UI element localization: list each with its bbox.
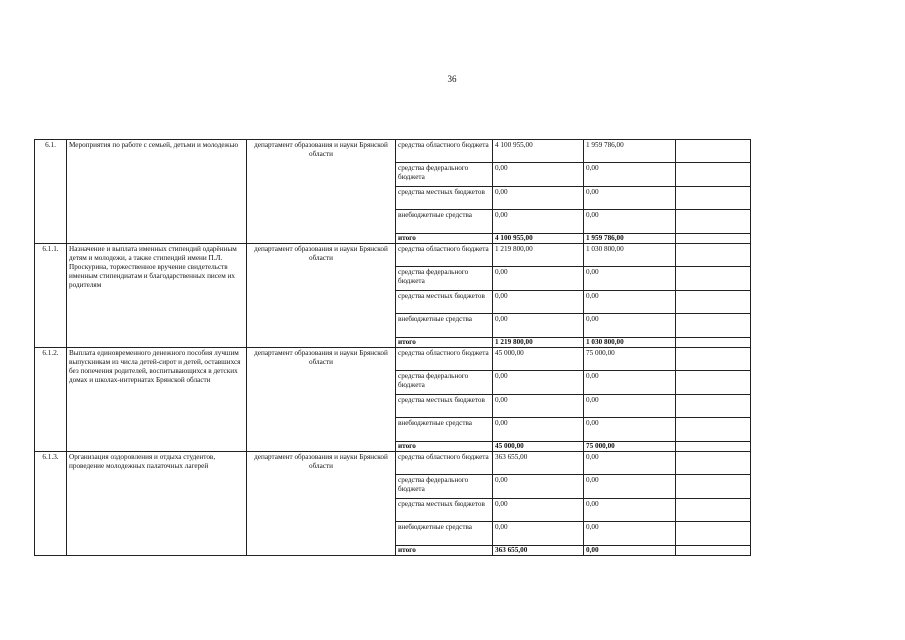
- amount-year-1: 0,00: [493, 395, 584, 418]
- amount-year-1: 0,00: [493, 314, 584, 338]
- amount-year-1: 363 655,00: [493, 452, 584, 475]
- empty-cell: [676, 418, 751, 442]
- funding-source-label: средства федерального бюджета: [396, 475, 493, 499]
- amount-year-2: 0,00: [584, 210, 676, 234]
- amount-year-2: 0,00: [584, 475, 676, 499]
- amount-year-1: 45 000,00: [493, 442, 584, 452]
- amount-year-1: 0,00: [493, 163, 584, 187]
- amount-year-2: 0,00: [584, 371, 676, 395]
- amount-year-2: 0,00: [584, 418, 676, 442]
- total-label: итого: [396, 546, 493, 556]
- amount-year-1: 4 100 955,00: [493, 234, 584, 244]
- funding-source-label: средства местных бюджетов: [396, 499, 493, 522]
- funding-source-label: средства федерального бюджета: [396, 267, 493, 291]
- row-number: 6.1.2.: [35, 348, 67, 452]
- responsible-department: департамент образования и науки Брянской области: [247, 348, 396, 452]
- empty-cell: [676, 348, 751, 371]
- table-row: [35, 452, 751, 475]
- amount-year-2: 0,00: [584, 452, 676, 475]
- amount-year-1: 0,00: [493, 267, 584, 291]
- amount-year-1: 0,00: [493, 418, 584, 442]
- empty-cell: [676, 244, 751, 267]
- amount-year-2: 0,00: [584, 546, 676, 556]
- amount-year-2: 1 030 800,00: [584, 338, 676, 348]
- empty-cell: [676, 452, 751, 475]
- amount-year-1: 1 219 800,00: [493, 338, 584, 348]
- row-number: 6.1.: [35, 140, 67, 244]
- empty-cell: [676, 442, 751, 452]
- funding-source-label: внебюджетные средства: [396, 522, 493, 546]
- empty-cell: [676, 546, 751, 556]
- amount-year-1: 0,00: [493, 522, 584, 546]
- amount-year-2: 0,00: [584, 267, 676, 291]
- funding-source-label: средства областного бюджета: [396, 140, 493, 163]
- funding-source-label: средства федерального бюджета: [396, 163, 493, 187]
- budget-table: [34, 139, 751, 556]
- total-label: итого: [396, 442, 493, 452]
- responsible-department: департамент образования и науки Брянской области: [247, 452, 396, 556]
- empty-cell: [676, 395, 751, 418]
- funding-source-label: средства областного бюджета: [396, 348, 493, 371]
- funding-source-label: средства местных бюджетов: [396, 395, 493, 418]
- responsible-department: департамент образования и науки Брянской области: [247, 244, 396, 348]
- funding-source-label: средства федерального бюджета: [396, 371, 493, 395]
- amount-year-2: 75 000,00: [584, 442, 676, 452]
- empty-cell: [676, 475, 751, 499]
- table-row: [35, 348, 751, 371]
- amount-year-2: 1 959 786,00: [584, 140, 676, 163]
- amount-year-2: 0,00: [584, 522, 676, 546]
- funding-source-label: внебюджетные средства: [396, 314, 493, 338]
- empty-cell: [676, 522, 751, 546]
- empty-cell: [676, 338, 751, 348]
- empty-cell: [676, 187, 751, 210]
- funding-source-label: средства областного бюджета: [396, 452, 493, 475]
- funding-source-label: средства местных бюджетов: [396, 291, 493, 314]
- amount-year-2: 0,00: [584, 163, 676, 187]
- amount-year-2: 0,00: [584, 314, 676, 338]
- amount-year-1: 0,00: [493, 291, 584, 314]
- funding-source-label: средства местных бюджетов: [396, 187, 493, 210]
- empty-cell: [676, 210, 751, 234]
- activity-name: Мероприятия по работе с семьей, детьми и молодежью: [67, 140, 247, 244]
- row-number: 6.1.3.: [35, 452, 67, 556]
- empty-cell: [676, 314, 751, 338]
- activity-name: Назначение и выплата именных стипендий одарённым детям и молодежи, а также стипендий имени П.Л. Проскурина, торжественное вручение свидетельств именным стипендиатам и благодарственных писем их родителям: [67, 244, 247, 348]
- total-label: итого: [396, 234, 493, 244]
- amount-year-1: 1 219 800,00: [493, 244, 584, 267]
- amount-year-1: 0,00: [493, 371, 584, 395]
- amount-year-2: 0,00: [584, 187, 676, 210]
- amount-year-2: 0,00: [584, 291, 676, 314]
- amount-year-2: 1 959 786,00: [584, 234, 676, 244]
- responsible-department: департамент образования и науки Брянской области: [247, 140, 396, 244]
- empty-cell: [676, 267, 751, 291]
- empty-cell: [676, 499, 751, 522]
- empty-cell: [676, 371, 751, 395]
- empty-cell: [676, 140, 751, 163]
- empty-cell: [676, 234, 751, 244]
- amount-year-1: 0,00: [493, 210, 584, 234]
- total-label: итого: [396, 338, 493, 348]
- amount-year-2: 75 000,00: [584, 348, 676, 371]
- row-number: 6.1.1.: [35, 244, 67, 348]
- activity-name: Организация оздоровления и отдыха студентов, проведение молодежных палаточных лагерей: [67, 452, 247, 556]
- page-number: 36: [447, 74, 457, 84]
- empty-cell: [676, 291, 751, 314]
- empty-cell: [676, 163, 751, 187]
- amount-year-1: 45 000,00: [493, 348, 584, 371]
- amount-year-1: 4 100 955,00: [493, 140, 584, 163]
- amount-year-1: 363 655,00: [493, 546, 584, 556]
- funding-source-label: средства областного бюджета: [396, 244, 493, 267]
- amount-year-2: 0,00: [584, 499, 676, 522]
- amount-year-1: 0,00: [493, 475, 584, 499]
- funding-source-label: внебюджетные средства: [396, 418, 493, 442]
- table-row: [35, 244, 751, 267]
- amount-year-2: 1 030 800,00: [584, 244, 676, 267]
- table-row: [35, 140, 751, 163]
- activity-name: Выплата единовременного денежного пособия лучшим выпускникам из числа детей-сирот и детей, оставшихся без попечения родителей, воспитывающихся в детских домах и школах-интернатах Брянской области: [67, 348, 247, 452]
- funding-source-label: внебюджетные средства: [396, 210, 493, 234]
- amount-year-1: 0,00: [493, 499, 584, 522]
- amount-year-2: 0,00: [584, 395, 676, 418]
- amount-year-1: 0,00: [493, 187, 584, 210]
